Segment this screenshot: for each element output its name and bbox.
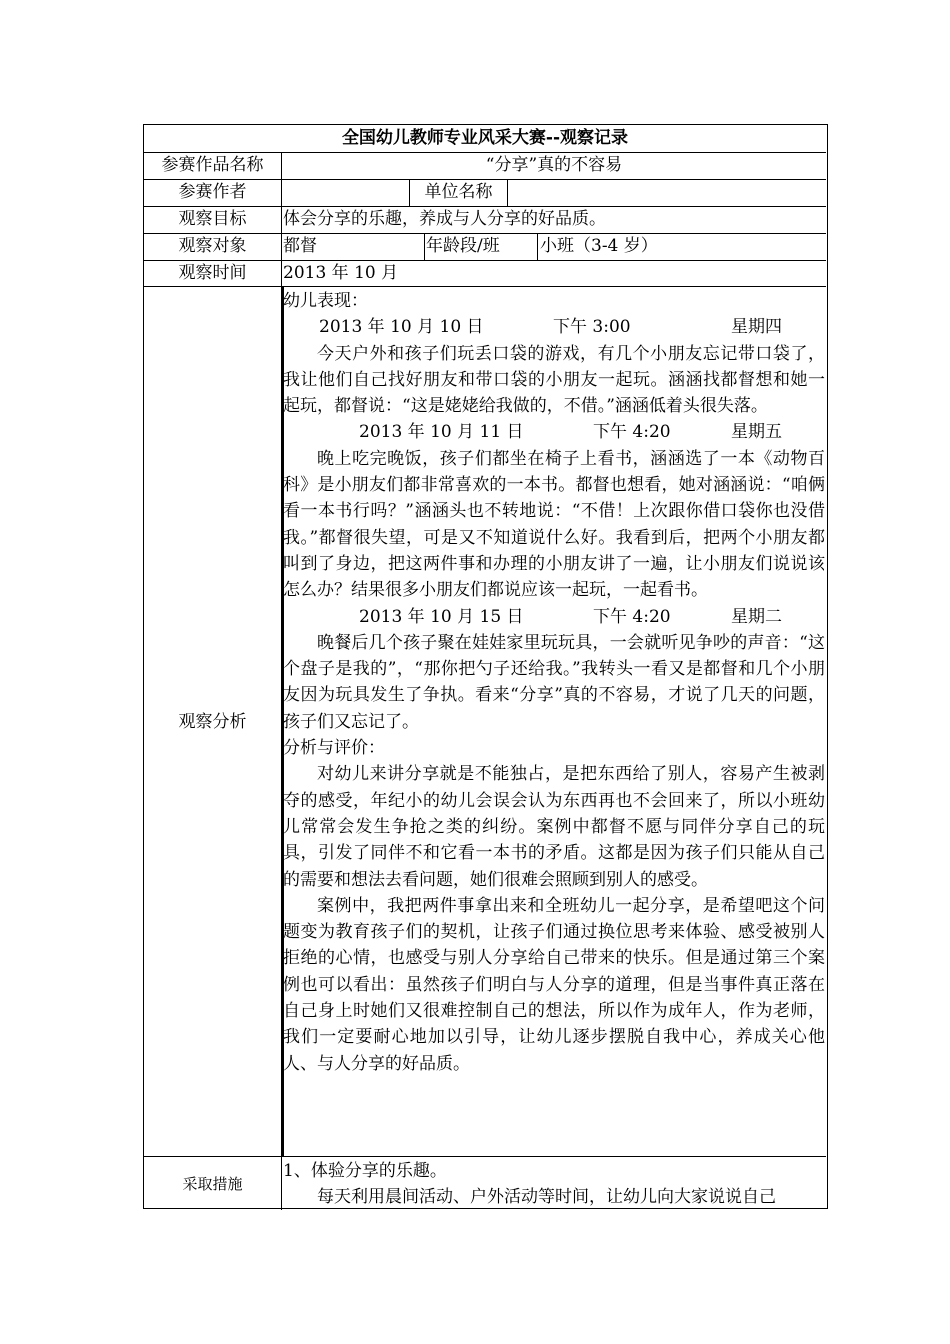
record-date: 2013 年 10 月 10 日 <box>319 317 484 338</box>
unit-name-label: 单位名称 <box>424 182 493 202</box>
page-title: 全国幼儿教师专业风采大赛--观察记录 <box>341 128 629 148</box>
row-divider <box>144 260 826 261</box>
row-divider <box>144 286 826 287</box>
measures-item-text: 每天利用晨间活动、户外活动等时间，让幼儿向大家说说自己 <box>317 1187 776 1208</box>
evaluation-paragraph: 对幼儿来讲分享就是不能独占，是把东西给了别人，容易产生被剥夺的感受，年纪小的幼儿会误会认为东西再也不会回来了，所以小班幼儿常常会发生争抢之类的纠纷。案例中都督不愿与同伴分享自己的玩具，引发了同伴不和它看一本书的矛盾。这都是因为孩子们只能从自己的需要和想法去看问题，她们很难会照顾到别人的感受。 <box>283 764 825 890</box>
row-divider <box>144 1156 826 1157</box>
record-date: 2013 年 10 月 11 日 <box>359 422 524 443</box>
record-text: 晚餐后几个孩子聚在娃娃家里玩玩具，一会就听见争吵的声音：“这个盘子是我的”，“那你把勺子还给我。”我转头一看又是都督和几个小朋友因为玩具发生了争执。看来“分享”真的不容易，才说了几天的问题，孩子们又忘记了。 <box>283 632 825 732</box>
row-divider <box>144 206 826 207</box>
goal-value: 体会分享的乐趣，养成与人分享的好品质。 <box>283 209 606 229</box>
row-divider <box>144 233 826 234</box>
performance-heading: 幼儿表现： <box>283 291 368 311</box>
record-date: 2013 年 10 月 15 日 <box>359 606 524 627</box>
time-value: 2013 年 10 月 <box>283 263 399 283</box>
column-divider <box>424 233 425 260</box>
row-divider <box>144 179 826 180</box>
goal-label: 观察目标 <box>178 209 247 229</box>
measures-content <box>283 1158 825 1211</box>
record-clock: 下午 3:00 <box>553 317 631 338</box>
subject-value: 都督 <box>283 236 317 256</box>
column-divider <box>537 233 538 260</box>
evaluation-paragraph: 案例中，我把两件事拿出来和全班幼儿一起分享，是希望吧这个问题变为教育孩子们的契机，让孩子们通过换位思考来体验、感受被别人拒绝的心情，也感受与别人分享给自己带来的快乐。但是通过第三个案例也可以看出：虽然孩子们明白与人分享的道理，但是当事件真正落在自己身上时她们又很难控制自己的想法，所以作为成年人，作为老师，我们一定要耐心地加以引导，让幼儿逐步摆脱自我中心，养成关心他人、与人分享的好品质。 <box>283 895 825 1074</box>
analysis-label: 观察分析 <box>178 712 247 732</box>
analysis-content <box>283 288 825 1077</box>
record-weekday: 星期四 <box>731 317 782 338</box>
observation-record-table <box>143 124 828 1209</box>
record-weekday: 星期二 <box>731 606 782 627</box>
record-clock: 下午 4:20 <box>593 606 671 627</box>
evaluation-heading: 分析与评价： <box>283 738 385 759</box>
row-divider <box>144 152 826 153</box>
record-date-row <box>283 604 825 630</box>
age-class-value: 小班（3-4 岁） <box>540 236 658 256</box>
measures-label: 采取措施 <box>182 1175 243 1193</box>
author-label: 参赛作者 <box>178 182 247 202</box>
record-clock: 下午 4:20 <box>593 422 671 443</box>
record-text: 晚上吃完晚饭，孩子们都坐在椅子上看书，涵涵选了一本《动物百科》是小朋友们都非常喜欢的一本书。都督也想看，她对涵涵说：“咱俩看一本书行吗？”涵涵头也不转地说：“不借！上次跟你借口袋你也没借我。”都督很失望，可是又不知道说什么好。我看到后，把两个小朋友都叫到了身边，把这两件事和办理的小朋友讲了一遍，让小朋友们说说该怎么办？结果很多小朋友们都说应该一起玩，一起看书。 <box>283 448 825 601</box>
record-text: 今天户外和孩子们玩丢口袋的游戏，有几个小朋友忘记带口袋了，我让他们自己找好朋友和带口袋的小朋友一起玩。涵涵找都督想和她一起玩，都督说：“这是姥姥给我做的，不借。”涵涵低着头很失落。 <box>283 343 825 417</box>
work-name-value: “分享”真的不容易 <box>485 155 623 175</box>
age-class-label: 年龄段/班 <box>426 236 500 256</box>
subject-label: 观察对象 <box>178 236 247 256</box>
record-date-row <box>283 419 825 445</box>
measures-item-heading: 1、体验分享的乐趣。 <box>283 1161 447 1181</box>
record-weekday: 星期五 <box>731 422 782 443</box>
record-date-row <box>283 314 825 340</box>
work-name-label: 参赛作品名称 <box>161 155 264 175</box>
time-label: 观察时间 <box>178 263 247 283</box>
column-divider <box>507 179 508 206</box>
